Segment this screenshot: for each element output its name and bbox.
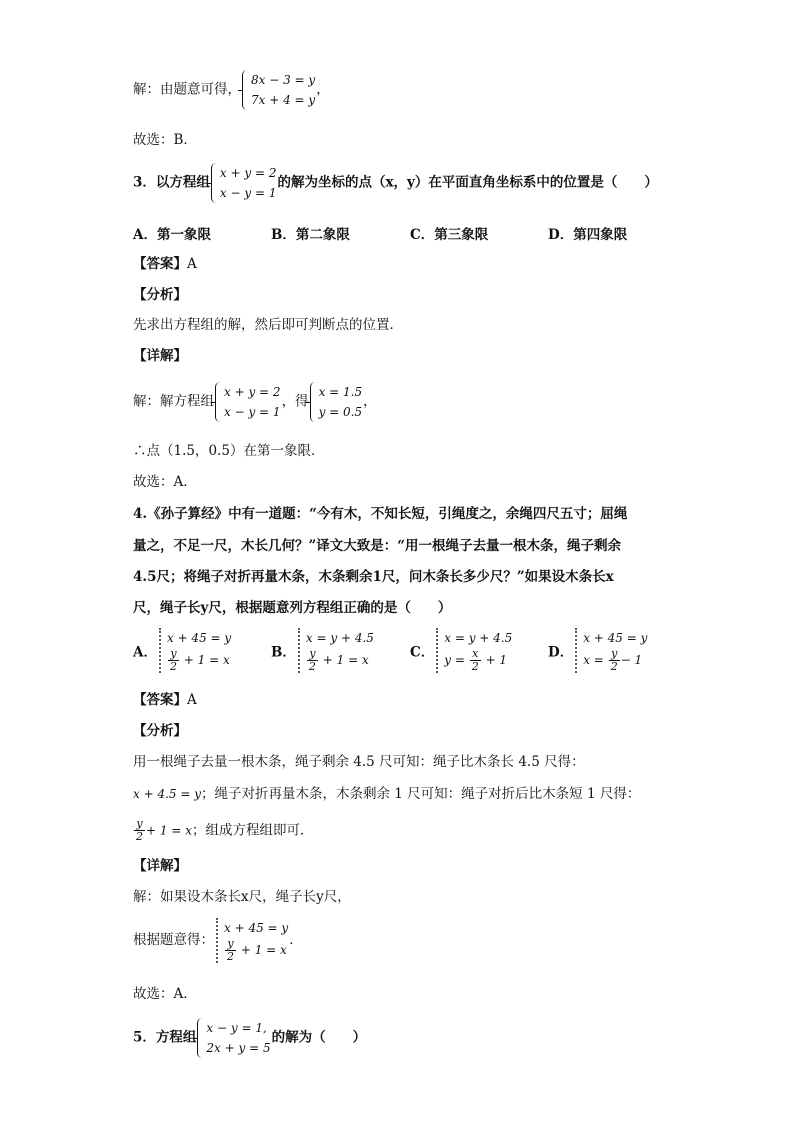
- q4-option-c: C． x = y + 4.5 y = $\frac{x}{2}$ + 1: [410, 628, 513, 673]
- q4-detail-line-2: 根据题意得： x + 45 = y $\frac{y}{2}$ + 1 = x ．: [133, 918, 303, 963]
- q3-option-c: C．第三象限: [410, 227, 489, 243]
- q4-question-line-2: 量之，不足一尺，木长几何？”译文大致是：“用一根绳子去量一根木条，绳子剩余: [133, 538, 622, 554]
- q2-solution-line: 解：由题意可得， 8x − 3 = y 7x + 4 = y ，: [133, 70, 330, 110]
- q5-equation-system: x − y = 1, 2x + y = 5: [197, 1018, 270, 1058]
- q4-analysis-line-3: $\frac{y}{2}$ + 1 = x；组成方程组即可．: [136, 817, 314, 843]
- q4-detail-tag: 【详解】: [133, 858, 187, 874]
- q4-option-a: A． x + 45 = y $\frac{y}{2}$ + 1 = x: [133, 628, 232, 673]
- q3-analysis-tag: 【分析】: [133, 287, 187, 303]
- q4-analysis-line-2: x + 4.5 = y；绳子对折再量木条，木条剩余 1 尺可知：绳子对折后比木条短 1 尺得：: [133, 786, 641, 802]
- q3-answer-line: 故选：A．: [133, 474, 197, 490]
- q2-answer-line: 故选：B．: [133, 132, 197, 148]
- q4-question-line-1: 4.《孙子算经》中有一道题：“今有木，不知长短，引绳度之，余绳四尺五寸；屈绳: [133, 506, 628, 522]
- q3-detail-line: 解：解方程组 x + y = 2 x − y = 1 ，得 x = 1.5 y = 0.5 ，: [133, 382, 377, 422]
- q4-answer-line: 故选：A．: [133, 986, 197, 1002]
- q3-option-b: B．第二象限: [271, 227, 350, 243]
- q4-detail-line-1: 解：如果设木条长x尺，绳子长y尺，: [133, 889, 351, 905]
- q3-solution-system: x = 1.5 y = 0.5: [310, 382, 363, 422]
- q4-question-line-3: 4.5尺；将绳子对折再量木条，木条剩余1尺，问木条长多少尺？”如果设木条长x: [133, 569, 614, 585]
- q3-detail-tag: 【详解】: [133, 348, 187, 364]
- q4-option-b: B． x = y + 4.5 $\frac{y}{2}$ + 1 = x: [271, 628, 375, 673]
- q4-analysis-tag: 【分析】: [133, 723, 187, 739]
- q4-analysis-line-1: 用一根绳子去量一根木条，绳子剩余 4.5 尺可知：绳子比木条长 4.5 尺得：: [133, 754, 585, 770]
- q3-option-d: D．第四象限: [548, 227, 628, 243]
- q3-equation-system: x + y = 2 x − y = 1: [211, 163, 277, 203]
- q3-analysis-text: 先求出方程组的解，然后即可判断点的位置．: [133, 317, 403, 333]
- q3-question: 3．以方程组 x + y = 2 x − y = 1 的解为坐标的点（x，y）在平面直角坐标系中的位置是（ ）: [133, 163, 658, 203]
- q2-equation-system: 8x − 3 = y 7x + 4 = y: [242, 70, 315, 110]
- q4-question-line-4: 尺，绳子长y尺，根据题意列方程组正确的是（ ）: [133, 600, 452, 616]
- q3-conclusion: ∴点（1.5，0.5）在第一象限．: [133, 443, 325, 459]
- q3-answer: 【答案】A: [133, 256, 197, 272]
- q3-detail-system: x + y = 2 x − y = 1: [215, 382, 281, 422]
- q3-option-a: A．第一象限: [133, 227, 211, 243]
- q4-option-d: D． x + 45 = y x = $\frac{y}{2}$ − 1: [548, 628, 648, 673]
- q4-answer: 【答案】A: [133, 692, 197, 708]
- q5-question: 5．方程组 x − y = 1, 2x + y = 5 的解为（ ）: [133, 1018, 366, 1058]
